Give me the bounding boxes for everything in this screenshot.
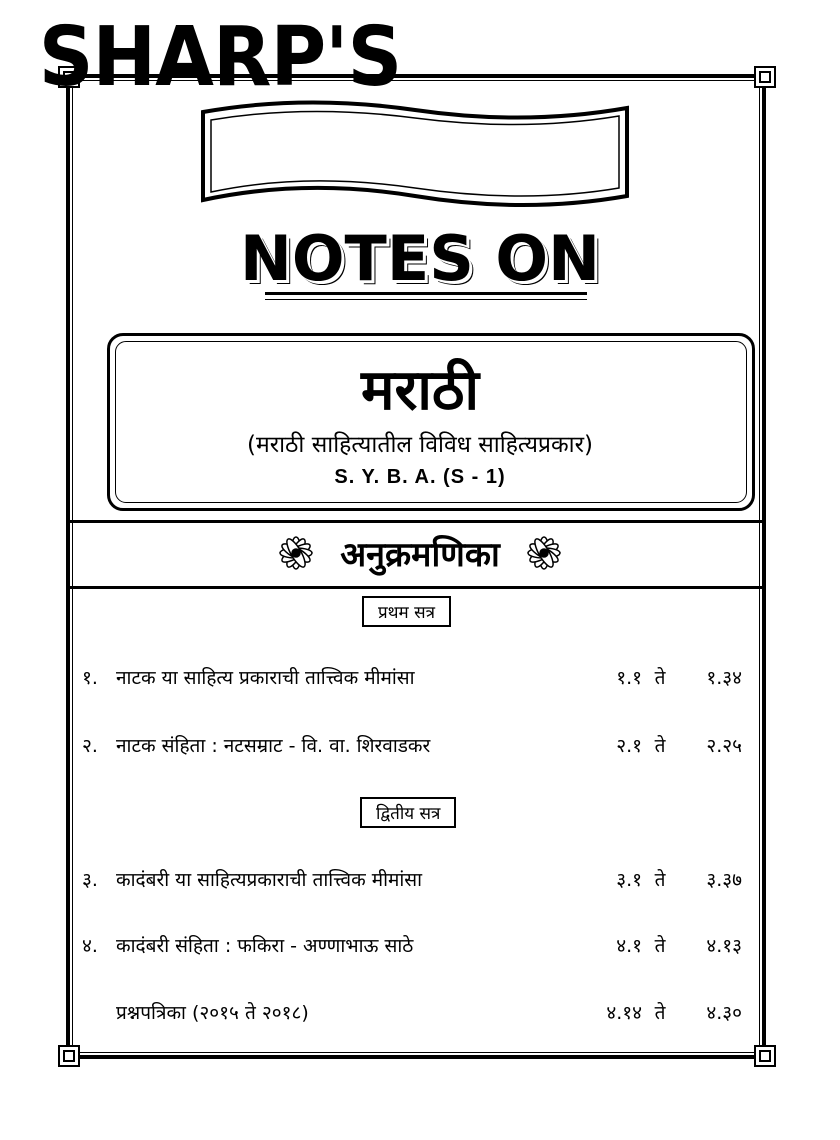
entry-title: कादंबरी संहिता : फकिरा - अण्णाभाऊ साठे xyxy=(116,935,414,957)
divider xyxy=(66,520,766,523)
flower-icon xyxy=(522,533,566,573)
corner-ornament-icon xyxy=(754,1045,776,1067)
entry-title: कादंबरी या साहित्यप्रकाराची तात्त्विक मीमांसा xyxy=(116,869,423,891)
subject-subtitle: (मराठी साहित्यातील विविध साहित्यप्रकार) xyxy=(246,432,594,458)
semester-label: द्वितीय सत्र xyxy=(360,797,456,828)
entry-number: १. xyxy=(82,667,98,689)
semester-label: प्रथम सत्र xyxy=(362,596,451,627)
page-from: १.१ xyxy=(616,667,642,689)
page-separator: ते xyxy=(654,869,666,891)
page-to: ३.३७ xyxy=(706,869,742,891)
page-separator: ते xyxy=(654,667,666,689)
contents-row xyxy=(82,866,762,896)
page-to: ४.३० xyxy=(706,1002,742,1024)
page-separator: ते xyxy=(654,935,666,957)
flower-icon xyxy=(274,533,318,573)
contents-row xyxy=(82,932,762,962)
contents-row xyxy=(82,664,762,694)
page-from: ४.१ xyxy=(616,935,642,957)
entry-title: नाटक संहिता : नटसम्राट - वि. वा. शिरवाडकर xyxy=(116,735,431,757)
index-heading xyxy=(0,528,840,578)
contents-row xyxy=(82,732,762,762)
entry-title: प्रश्नपत्रिका (२०१५ ते २०१८) xyxy=(116,1002,309,1024)
page-from: २.१ xyxy=(616,735,642,757)
contents-row xyxy=(82,999,762,1029)
corner-ornament-icon xyxy=(58,1045,80,1067)
index-title: अनुक्रमणिका xyxy=(340,535,500,575)
page-separator: ते xyxy=(654,735,666,757)
divider xyxy=(66,586,766,589)
series-heading: NOTES ON xyxy=(239,222,601,295)
course-code: S. Y. B. A. (S - 1) xyxy=(334,466,506,488)
page-to: २.२५ xyxy=(706,735,742,757)
brand-title: SHARP'S xyxy=(38,8,402,105)
entry-title: नाटक या साहित्य प्रकाराची तात्त्विक मीमांसा xyxy=(116,667,415,689)
page-from: ४.१४ xyxy=(606,1002,642,1024)
page-to: ४.१३ xyxy=(706,935,742,957)
page-separator: ते xyxy=(654,1002,666,1024)
page-from: ३.१ xyxy=(616,869,642,891)
corner-ornament-icon xyxy=(754,66,776,88)
entry-number: ४. xyxy=(82,935,98,957)
brand-banner xyxy=(195,100,635,210)
entry-number: २. xyxy=(82,735,98,757)
page-to: १.३४ xyxy=(706,667,742,689)
subject-title: मराठी xyxy=(361,358,479,423)
entry-number: ३. xyxy=(82,869,98,891)
series-heading-underline xyxy=(265,292,587,300)
